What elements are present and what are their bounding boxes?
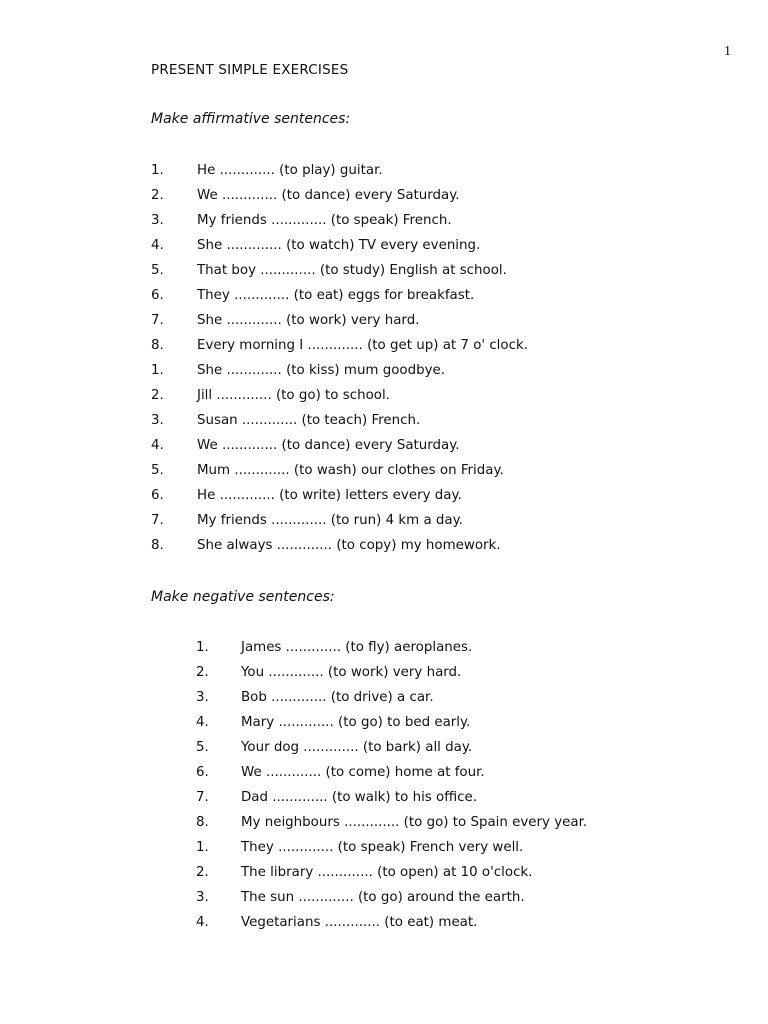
exercise-sentence: She ............. (to watch) TV every evening.	[197, 238, 481, 253]
exercise-sentence: My neighbours ............. (to go) to Spain every year.	[241, 815, 588, 830]
item-number: 5.	[196, 740, 209, 755]
exercise-sentence: You ............. (to work) very hard.	[241, 665, 462, 680]
item-number: 2.	[151, 388, 164, 403]
item-number: 8.	[151, 538, 164, 553]
exercise-sentence: Jill ............. (to go) to school.	[197, 388, 390, 403]
item-number: 2.	[196, 665, 209, 680]
exercise-sentence: She ............. (to kiss) mum goodbye.	[197, 363, 446, 378]
item-number: 8.	[196, 815, 209, 830]
item-number: 5.	[151, 463, 164, 478]
item-number: 4.	[196, 715, 209, 730]
exercise-sentence: They ............. (to eat) eggs for breakfast.	[197, 288, 475, 303]
item-number: 1.	[196, 840, 209, 855]
exercise-sentence: We ............. (to come) home at four.	[241, 765, 485, 780]
exercise-sentence: He ............. (to write) letters every day.	[197, 488, 462, 503]
exercise-sentence: He ............. (to play) guitar.	[197, 163, 383, 178]
exercise-sentence: We ............. (to dance) every Saturday.	[197, 188, 460, 203]
item-number: 6.	[196, 765, 209, 780]
exercise-sentence: Bob ............. (to drive) a car.	[241, 690, 434, 705]
item-number: 1.	[151, 163, 164, 178]
exercise-sentence: Dad ............. (to walk) to his office.	[241, 790, 478, 805]
item-number: 1.	[151, 363, 164, 378]
item-number: 7.	[151, 513, 164, 528]
exercise-sentence: The sun ............. (to go) around the earth.	[241, 890, 525, 905]
affirmative-heading: Make affirmative sentences:	[151, 111, 351, 127]
exercise-sentence: We ............. (to dance) every Saturday.	[197, 438, 460, 453]
exercise-sentence: She ............. (to work) very hard.	[197, 313, 420, 328]
item-number: 7.	[151, 313, 164, 328]
item-number: 6.	[151, 488, 164, 503]
exercise-sentence: The library ............. (to open) at 10 o'clock.	[241, 865, 533, 880]
exercise-sentence: That boy ............. (to study) English at school.	[197, 263, 507, 278]
exercise-sentence: Every morning I ............. (to get up) at 7 o' clock.	[197, 338, 528, 353]
exercise-sentence: Your dog ............. (to bark) all day.	[241, 740, 473, 755]
exercise-sentence: Vegetarians ............. (to eat) meat.	[241, 915, 478, 930]
exercise-sentence: James ............. (to fly) aeroplanes.	[241, 640, 473, 655]
item-number: 4.	[151, 438, 164, 453]
item-number: 3.	[151, 413, 164, 428]
page-number: 1	[724, 44, 731, 59]
item-number: 3.	[196, 690, 209, 705]
item-number: 7.	[196, 790, 209, 805]
item-number: 5.	[151, 263, 164, 278]
item-number: 4.	[151, 238, 164, 253]
exercise-sentence: Mum ............. (to wash) our clothes on Friday.	[197, 463, 504, 478]
exercise-sentence: Susan ............. (to teach) French.	[197, 413, 421, 428]
negative-heading: Make negative sentences:	[151, 589, 335, 605]
item-number: 2.	[196, 865, 209, 880]
exercise-sentence: My friends ............. (to run) 4 km a day.	[197, 513, 463, 528]
page-title: PRESENT SIMPLE EXERCISES	[151, 62, 349, 78]
item-number: 4.	[196, 915, 209, 930]
exercise-sentence: My friends ............. (to speak) French.	[197, 213, 452, 228]
exercise-sentence: They ............. (to speak) French very well.	[241, 840, 524, 855]
item-number: 2.	[151, 188, 164, 203]
item-number: 8.	[151, 338, 164, 353]
exercise-sentence: She always ............. (to copy) my homework.	[197, 538, 501, 553]
item-number: 3.	[151, 213, 164, 228]
item-number: 1.	[196, 640, 209, 655]
item-number: 6.	[151, 288, 164, 303]
item-number: 3.	[196, 890, 209, 905]
exercise-sentence: Mary ............. (to go) to bed early.	[241, 715, 471, 730]
